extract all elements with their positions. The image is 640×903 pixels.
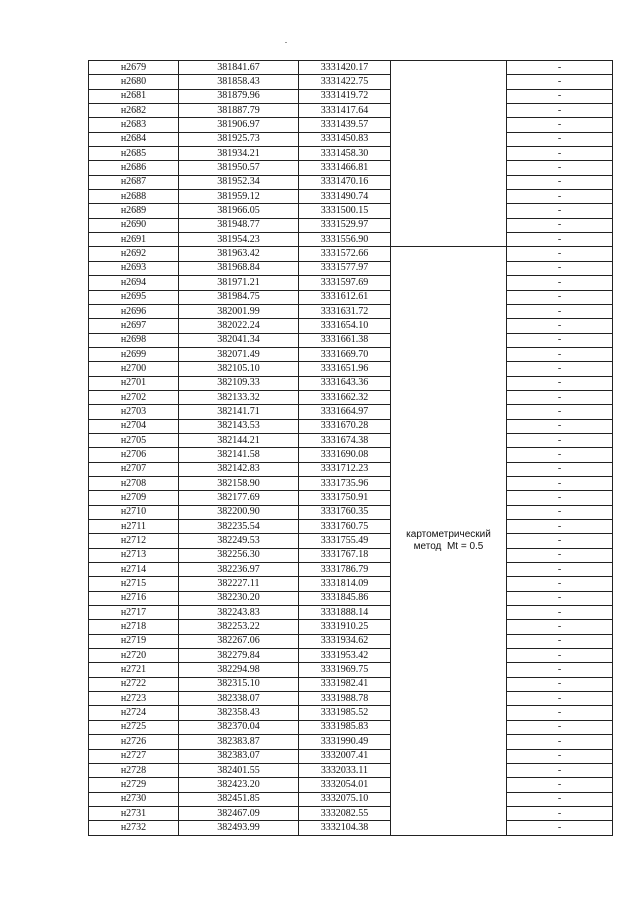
x-coordinate-cell: 382423.20: [179, 778, 299, 792]
x-coordinate-cell: 381906.97: [179, 118, 299, 132]
dash-cell: -: [507, 276, 613, 290]
dash-cell: -: [507, 347, 613, 361]
point-name-cell: н2700: [89, 362, 179, 376]
point-name-cell: н2679: [89, 61, 179, 75]
y-coordinate-cell: 3331953.42: [299, 649, 391, 663]
dash-cell: -: [507, 333, 613, 347]
point-name-cell: н2685: [89, 147, 179, 161]
x-coordinate-cell: 381952.34: [179, 175, 299, 189]
dash-cell: -: [507, 247, 613, 261]
x-coordinate-cell: 381934.21: [179, 147, 299, 161]
table-row: [89, 204, 613, 218]
table-row: [89, 591, 613, 605]
dash-cell: -: [507, 448, 613, 462]
dash-cell: -: [507, 261, 613, 275]
dash-cell: -: [507, 591, 613, 605]
x-coordinate-cell: 382467.09: [179, 806, 299, 820]
table-row: [89, 462, 613, 476]
dash-cell: -: [507, 390, 613, 404]
dash-cell: -: [507, 606, 613, 620]
point-name-cell: н2730: [89, 792, 179, 806]
dash-cell: -: [507, 520, 613, 534]
table-row: [89, 132, 613, 146]
x-coordinate-cell: 382144.21: [179, 433, 299, 447]
accuracy-method-cell: [391, 247, 507, 835]
point-name-cell: н2718: [89, 620, 179, 634]
y-coordinate-cell: 3331458.30: [299, 147, 391, 161]
point-name-cell: н2727: [89, 749, 179, 763]
table-row: [89, 720, 613, 734]
x-coordinate-cell: 382315.10: [179, 677, 299, 691]
dash-cell: -: [507, 649, 613, 663]
table-row: [89, 89, 613, 103]
point-name-cell: н2732: [89, 821, 179, 835]
y-coordinate-cell: 3331982.41: [299, 677, 391, 691]
y-coordinate-cell: 3331466.81: [299, 161, 391, 175]
y-coordinate-cell: 3331664.97: [299, 405, 391, 419]
table-row: [89, 75, 613, 89]
coordinates-table-body: [89, 61, 613, 836]
dash-cell: -: [507, 132, 613, 146]
x-coordinate-cell: 382383.07: [179, 749, 299, 763]
y-coordinate-cell: 3331529.97: [299, 218, 391, 232]
point-name-cell: н2691: [89, 233, 179, 247]
point-name-cell: н2709: [89, 491, 179, 505]
y-coordinate-cell: 3331422.75: [299, 75, 391, 89]
dash-cell: -: [507, 749, 613, 763]
x-coordinate-cell: 382253.22: [179, 620, 299, 634]
dash-cell: -: [507, 677, 613, 691]
dash-cell: -: [507, 634, 613, 648]
x-coordinate-cell: 382177.69: [179, 491, 299, 505]
x-coordinate-cell: 382109.33: [179, 376, 299, 390]
table-row: [89, 304, 613, 318]
table-row: [89, 763, 613, 777]
x-coordinate-cell: 381925.73: [179, 132, 299, 146]
dash-cell: -: [507, 61, 613, 75]
table-row: [89, 376, 613, 390]
x-coordinate-cell: 381963.42: [179, 247, 299, 261]
y-coordinate-cell: 3331651.96: [299, 362, 391, 376]
table-row: [89, 147, 613, 161]
coordinates-table: [88, 60, 613, 836]
x-coordinate-cell: 382158.90: [179, 476, 299, 490]
table-row: [89, 663, 613, 677]
y-coordinate-cell: 3331439.57: [299, 118, 391, 132]
dash-cell: -: [507, 75, 613, 89]
point-name-cell: н2694: [89, 276, 179, 290]
y-coordinate-cell: 3331985.52: [299, 706, 391, 720]
x-coordinate-cell: 381984.75: [179, 290, 299, 304]
point-name-cell: н2707: [89, 462, 179, 476]
point-name-cell: н2697: [89, 319, 179, 333]
x-coordinate-cell: 381879.96: [179, 89, 299, 103]
point-name-cell: н2687: [89, 175, 179, 189]
y-coordinate-cell: 3331712.23: [299, 462, 391, 476]
x-coordinate-cell: 382022.24: [179, 319, 299, 333]
table-row: [89, 735, 613, 749]
table-row: [89, 333, 613, 347]
point-name-cell: н2713: [89, 548, 179, 562]
point-name-cell: н2684: [89, 132, 179, 146]
y-coordinate-cell: 3331760.75: [299, 520, 391, 534]
point-name-cell: н2729: [89, 778, 179, 792]
accuracy-value-label: метод Mt = 0.5: [413, 541, 484, 553]
table-row: [89, 405, 613, 419]
dash-cell: -: [507, 720, 613, 734]
y-coordinate-cell: 3331786.79: [299, 563, 391, 577]
point-name-cell: н2728: [89, 763, 179, 777]
y-coordinate-cell: 3331643.36: [299, 376, 391, 390]
dash-cell: -: [507, 763, 613, 777]
table-row: [89, 261, 613, 275]
x-coordinate-cell: 381954.23: [179, 233, 299, 247]
table-row: [89, 390, 613, 404]
point-name-cell: н2715: [89, 577, 179, 591]
y-coordinate-cell: 3332082.55: [299, 806, 391, 820]
point-name-cell: н2704: [89, 419, 179, 433]
dash-cell: -: [507, 476, 613, 490]
dash-cell: -: [507, 505, 613, 519]
x-coordinate-cell: 382143.53: [179, 419, 299, 433]
dash-cell: -: [507, 462, 613, 476]
point-name-cell: н2688: [89, 190, 179, 204]
point-name-cell: н2720: [89, 649, 179, 663]
y-coordinate-cell: 3331814.09: [299, 577, 391, 591]
point-name-cell: н2695: [89, 290, 179, 304]
point-name-cell: н2692: [89, 247, 179, 261]
point-name-cell: н2683: [89, 118, 179, 132]
dash-cell: -: [507, 319, 613, 333]
x-coordinate-cell: 381968.84: [179, 261, 299, 275]
point-name-cell: н2706: [89, 448, 179, 462]
x-coordinate-cell: 382338.07: [179, 692, 299, 706]
x-coordinate-cell: 382279.84: [179, 649, 299, 663]
dash-cell: -: [507, 419, 613, 433]
table-row: [89, 692, 613, 706]
table-row: [89, 319, 613, 333]
y-coordinate-cell: 3332075.10: [299, 792, 391, 806]
table-row: [89, 476, 613, 490]
point-name-cell: н2721: [89, 663, 179, 677]
dash-cell: -: [507, 778, 613, 792]
x-coordinate-cell: 381959.12: [179, 190, 299, 204]
dash-cell: -: [507, 706, 613, 720]
point-name-cell: н2714: [89, 563, 179, 577]
table-row: [89, 620, 613, 634]
y-coordinate-cell: 3331690.08: [299, 448, 391, 462]
point-name-cell: н2710: [89, 505, 179, 519]
dash-cell: -: [507, 534, 613, 548]
point-name-cell: н2682: [89, 104, 179, 118]
table-row: [89, 577, 613, 591]
x-coordinate-cell: 382267.06: [179, 634, 299, 648]
x-coordinate-cell: 382071.49: [179, 347, 299, 361]
y-coordinate-cell: 3331662.32: [299, 390, 391, 404]
y-coordinate-cell: 3332007.41: [299, 749, 391, 763]
y-coordinate-cell: 3332033.11: [299, 763, 391, 777]
point-name-cell: н2716: [89, 591, 179, 605]
accuracy-method-label: картометрический: [406, 529, 491, 541]
dash-cell: -: [507, 204, 613, 218]
y-coordinate-cell: 3331990.49: [299, 735, 391, 749]
x-coordinate-cell: 381841.67: [179, 61, 299, 75]
x-coordinate-cell: 382227.11: [179, 577, 299, 591]
y-coordinate-cell: 3331420.17: [299, 61, 391, 75]
table-row: [89, 104, 613, 118]
x-coordinate-cell: 382294.98: [179, 663, 299, 677]
y-coordinate-cell: 3331670.28: [299, 419, 391, 433]
x-coordinate-cell: 382358.43: [179, 706, 299, 720]
dash-cell: -: [507, 548, 613, 562]
y-coordinate-cell: 3331888.14: [299, 606, 391, 620]
table-row: [89, 606, 613, 620]
dash-cell: -: [507, 405, 613, 419]
point-name-cell: н2681: [89, 89, 179, 103]
dash-cell: -: [507, 104, 613, 118]
y-coordinate-cell: 3331845.86: [299, 591, 391, 605]
table-row: [89, 118, 613, 132]
point-name-cell: н2703: [89, 405, 179, 419]
table-row: [89, 190, 613, 204]
point-name-cell: н2722: [89, 677, 179, 691]
table-row: [89, 218, 613, 232]
y-coordinate-cell: 3331490.74: [299, 190, 391, 204]
y-coordinate-cell: 3331556.90: [299, 233, 391, 247]
dash-cell: -: [507, 692, 613, 706]
x-coordinate-cell: 382133.32: [179, 390, 299, 404]
y-coordinate-cell: 3331969.75: [299, 663, 391, 677]
x-coordinate-cell: 382401.55: [179, 763, 299, 777]
x-coordinate-cell: 382243.83: [179, 606, 299, 620]
dash-cell: -: [507, 491, 613, 505]
dash-cell: -: [507, 362, 613, 376]
table-row: [89, 161, 613, 175]
y-coordinate-cell: 3331750.91: [299, 491, 391, 505]
y-coordinate-cell: 3331654.10: [299, 319, 391, 333]
x-coordinate-cell: 381858.43: [179, 75, 299, 89]
x-coordinate-cell: 382105.10: [179, 362, 299, 376]
dash-cell: -: [507, 563, 613, 577]
dash-cell: -: [507, 175, 613, 189]
x-coordinate-cell: 382451.85: [179, 792, 299, 806]
dash-cell: -: [507, 233, 613, 247]
point-name-cell: н2711: [89, 520, 179, 534]
point-name-cell: н2712: [89, 534, 179, 548]
table-row: [89, 821, 613, 835]
y-coordinate-cell: 3331760.35: [299, 505, 391, 519]
x-coordinate-cell: 382001.99: [179, 304, 299, 318]
dash-cell: -: [507, 161, 613, 175]
y-coordinate-cell: 3331674.38: [299, 433, 391, 447]
point-name-cell: н2724: [89, 706, 179, 720]
x-coordinate-cell: 382142.83: [179, 462, 299, 476]
point-name-cell: н2719: [89, 634, 179, 648]
point-name-cell: н2698: [89, 333, 179, 347]
table-row: [89, 548, 613, 562]
x-coordinate-cell: 382141.71: [179, 405, 299, 419]
point-name-cell: н2686: [89, 161, 179, 175]
x-coordinate-cell: 382370.04: [179, 720, 299, 734]
table-row: [89, 649, 613, 663]
table-row: [89, 433, 613, 447]
y-coordinate-cell: 3331910.25: [299, 620, 391, 634]
y-coordinate-cell: 3331577.97: [299, 261, 391, 275]
table-row: [89, 247, 613, 261]
x-coordinate-cell: 382256.30: [179, 548, 299, 562]
point-name-cell: н2701: [89, 376, 179, 390]
point-name-cell: н2699: [89, 347, 179, 361]
dash-cell: -: [507, 376, 613, 390]
dash-cell: -: [507, 118, 613, 132]
table-row: [89, 419, 613, 433]
table-row: [89, 61, 613, 75]
point-name-cell: н2696: [89, 304, 179, 318]
x-coordinate-cell: 382141.58: [179, 448, 299, 462]
accuracy-cell-empty: [391, 61, 507, 247]
table-row: [89, 276, 613, 290]
x-coordinate-cell: 381966.05: [179, 204, 299, 218]
dash-cell: -: [507, 620, 613, 634]
table-row: [89, 505, 613, 519]
y-coordinate-cell: 3331755.49: [299, 534, 391, 548]
x-coordinate-cell: 382493.99: [179, 821, 299, 835]
y-coordinate-cell: 3332054.01: [299, 778, 391, 792]
table-row: [89, 448, 613, 462]
table-row: [89, 491, 613, 505]
dash-cell: -: [507, 821, 613, 835]
y-coordinate-cell: 3331450.83: [299, 132, 391, 146]
x-coordinate-cell: 381887.79: [179, 104, 299, 118]
dash-cell: -: [507, 433, 613, 447]
dash-cell: -: [507, 577, 613, 591]
y-coordinate-cell: 3331934.62: [299, 634, 391, 648]
point-name-cell: н2717: [89, 606, 179, 620]
dash-cell: -: [507, 190, 613, 204]
point-name-cell: н2689: [89, 204, 179, 218]
x-coordinate-cell: 381971.21: [179, 276, 299, 290]
x-coordinate-cell: 382383.87: [179, 735, 299, 749]
dash-cell: -: [507, 304, 613, 318]
point-name-cell: н2680: [89, 75, 179, 89]
dash-cell: -: [507, 735, 613, 749]
y-coordinate-cell: 3331597.69: [299, 276, 391, 290]
y-coordinate-cell: 3331669.70: [299, 347, 391, 361]
y-coordinate-cell: 3331500.15: [299, 204, 391, 218]
table-row: [89, 175, 613, 189]
y-coordinate-cell: 3331572.66: [299, 247, 391, 261]
y-coordinate-cell: 3331612.61: [299, 290, 391, 304]
dash-cell: -: [507, 89, 613, 103]
table-row: [89, 347, 613, 361]
table-row: [89, 749, 613, 763]
y-coordinate-cell: 3331419.72: [299, 89, 391, 103]
point-name-cell: н2693: [89, 261, 179, 275]
y-coordinate-cell: 3331470.16: [299, 175, 391, 189]
table-row: [89, 362, 613, 376]
y-coordinate-cell: 3331767.18: [299, 548, 391, 562]
y-coordinate-cell: 3331988.78: [299, 692, 391, 706]
dash-cell: -: [507, 290, 613, 304]
point-name-cell: н2708: [89, 476, 179, 490]
dash-cell: -: [507, 806, 613, 820]
point-name-cell: н2702: [89, 390, 179, 404]
point-name-cell: н2723: [89, 692, 179, 706]
table-row: [89, 677, 613, 691]
x-coordinate-cell: 382249.53: [179, 534, 299, 548]
y-coordinate-cell: 3331985.83: [299, 720, 391, 734]
x-coordinate-cell: 382235.54: [179, 520, 299, 534]
point-name-cell: н2725: [89, 720, 179, 734]
table-row: [89, 563, 613, 577]
x-coordinate-cell: 381948.77: [179, 218, 299, 232]
table-row: [89, 792, 613, 806]
x-coordinate-cell: 382236.97: [179, 563, 299, 577]
x-coordinate-cell: 381950.57: [179, 161, 299, 175]
point-name-cell: н2726: [89, 735, 179, 749]
point-name-cell: н2705: [89, 433, 179, 447]
y-coordinate-cell: 3331631.72: [299, 304, 391, 318]
x-coordinate-cell: 382230.20: [179, 591, 299, 605]
table-row: [89, 290, 613, 304]
table-row: [89, 233, 613, 247]
table-row: [89, 534, 613, 548]
y-coordinate-cell: 3331417.64: [299, 104, 391, 118]
dash-cell: -: [507, 218, 613, 232]
y-coordinate-cell: 3331735.96: [299, 476, 391, 490]
dash-cell: -: [507, 147, 613, 161]
table-row: [89, 806, 613, 820]
table-row: [89, 520, 613, 534]
point-name-cell: н2731: [89, 806, 179, 820]
dash-cell: -: [507, 792, 613, 806]
x-coordinate-cell: 382200.90: [179, 505, 299, 519]
table-row: [89, 634, 613, 648]
y-coordinate-cell: 3332104.38: [299, 821, 391, 835]
scan-speck: [285, 42, 287, 43]
y-coordinate-cell: 3331661.38: [299, 333, 391, 347]
x-coordinate-cell: 382041.34: [179, 333, 299, 347]
dash-cell: -: [507, 663, 613, 677]
table-row: [89, 778, 613, 792]
table-row: [89, 706, 613, 720]
point-name-cell: н2690: [89, 218, 179, 232]
